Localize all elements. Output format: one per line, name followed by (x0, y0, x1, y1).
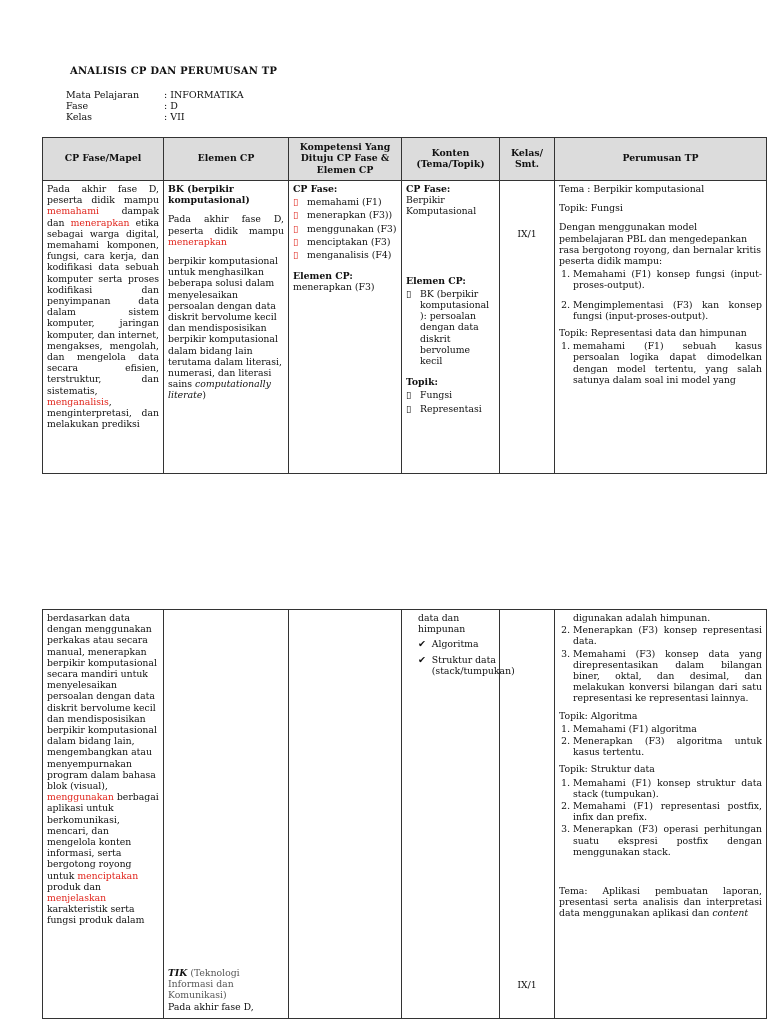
cp-text: produk dan (47, 881, 102, 893)
konten-topik-item: ▯ Representasi (406, 403, 482, 415)
tp-fungsi-list (559, 269, 762, 322)
list-item: 2. Menerapkan (F3) konsep representasi data. (573, 625, 762, 647)
perumusan-tp-cell (555, 181, 767, 474)
tp-rep-list (559, 341, 762, 386)
perumusan-tp-cell (555, 610, 767, 1019)
meta-value: : VII (164, 112, 185, 123)
konten-value: Berpikir Komputasional (406, 195, 477, 218)
kompetensi-label: CP Fase: (293, 184, 338, 195)
elemen-text: Pada akhir fase D, peserta didik mampu (168, 214, 284, 237)
header-elemen-cp: Elemen CP (164, 138, 289, 181)
square-bullet-icon: ▯ (406, 403, 412, 415)
cp-keyword: menganalisis (47, 396, 109, 408)
elemen-keyword: menerapkan (168, 236, 227, 248)
kompetensi-item: ▯ menerapkan (F3)) (293, 210, 393, 222)
list-item: 1. Memahami (F1) algoritma (573, 724, 762, 735)
konten-cell (402, 610, 515, 1019)
tp-topik: Topik: Fungsi (559, 203, 623, 215)
list-item: 3. Menerapkan (F3) operasi perhitungan suatu ekspresi postfix dengan menggunakan stack. (573, 824, 762, 858)
kelas-value: IX/1 (517, 980, 537, 991)
kompetensi-item: ▯ menggunakan (F3) (293, 223, 397, 235)
cp-text: berdasarkan data dengan menggunakan perkakas atau secara manual, menerapkan berpikir komputasional secara mandiri untuk menyelesaikan persoalan dengan data diskrit bervolume kecil dan mendisposisikan berpikir komputasional dalam bidang lain, mengembangkan atau menyempurnakan program dalam bahasa blok (visual), (47, 613, 157, 793)
konten-topik-item: ✔ Struktur data (stack/tumpukan) (418, 654, 515, 677)
meta-value: : INFORMATIKA (164, 90, 244, 101)
tp-topik: Topik: Struktur data (559, 764, 655, 776)
elemen-text: ) (202, 390, 207, 402)
square-bullet-icon: ▯ (293, 197, 299, 209)
kompetensi-item: ▯ menganalisis (F4) (293, 250, 392, 262)
konten-label: CP Fase: (406, 184, 451, 195)
cp-text: Pada akhir fase D, peserta didik mampu (47, 184, 159, 207)
kompetensi-cell (289, 181, 402, 474)
square-bullet-icon: ▯ (406, 288, 412, 300)
kompetensi-cell (289, 610, 402, 1019)
elemen-tik: TIK (168, 968, 188, 979)
meta-label: Fase (66, 101, 89, 112)
header-cp-fase: CP Fase/Mapel (43, 138, 164, 181)
square-bullet-icon: ▯ (293, 223, 299, 235)
square-bullet-icon: ▯ (293, 250, 299, 262)
header-kompetensi: Kompetensi Yang Dituju CP Fase & Elemen CP (289, 138, 402, 181)
konten-topik-item: ✔ Algoritma (418, 639, 479, 651)
meta-label: Mata Pelajaran (66, 90, 140, 101)
list-item: 1. Memahami (F1) konsep struktur data stack (tumpukan). (573, 778, 762, 800)
square-bullet-icon: ▯ (293, 236, 299, 248)
header-kelas: Kelas/ Smt. (500, 138, 555, 181)
kompetensi-elemen-label: Elemen CP: (293, 271, 353, 283)
elemen-text: Pada akhir fase D, (168, 1001, 254, 1013)
square-bullet-icon: ▯ (293, 210, 299, 222)
document-meta (66, 90, 244, 123)
list-item: 1. memahami (F1) sebuah kasus persoalan logika dapat dimodelkan dengan model tertentu, yang salah satunya dalam soal ini model yang (573, 341, 762, 386)
cp-text: etika sebagai warga digital, memahami komponen, fungsi, cara kerja, dan kodifikasi data sebuah komputer serta proses kodifikasi dan penyimpanan data dalam sistem komputer, jaringan komputer, dan internet, mengakses, mengolah, dan mengelola data secara efisien, terstruktur, dan sistematis, (47, 217, 159, 397)
analysis-table-page-1 (42, 137, 767, 474)
elemen-text: berpikir komputasional untuk menghasilkan beberapa solusi dalam menyelesaikan persoalan dengan data diskrit bervolume kecil dan mendisposisikan berpikir komputasional dalam bidang lain terutama dalam literasi, numerasi, dan literasi sains (168, 256, 282, 391)
cp-keyword: menjelaskan (47, 893, 107, 905)
cp-keyword: memahami (47, 206, 99, 218)
tp-topik: Topik: Algoritma (559, 710, 638, 722)
elemen-title: BK (berpikir komputasional) (168, 184, 250, 207)
konten-cell (402, 181, 500, 474)
cp-fase-cell (43, 610, 164, 1019)
square-bullet-icon: ▯ (406, 390, 412, 402)
page-title: ANALISIS CP DAN PERUMUSAN TP (70, 66, 278, 77)
list-item: 1. Memahami (F1) konsep fungsi (input-proses-output). (573, 269, 762, 291)
cp-fase-cell (43, 181, 164, 474)
kelas-cell: IX/1 (500, 181, 555, 474)
table-row (43, 610, 767, 1019)
header-konten: Konten (Tema/Topik) (402, 138, 500, 181)
tp-algo-list (559, 724, 762, 759)
elemen-italic: computationally literate (168, 379, 271, 402)
elemen-cp-cell (164, 181, 289, 474)
konten-text: data dan himpunan (418, 613, 466, 636)
kompetensi-elemen-value: menerapkan (F3) (293, 282, 375, 294)
kompetensi-item: ▯ menciptakan (F3) (293, 236, 391, 248)
elemen-cp-cell (164, 610, 289, 1019)
table-row (43, 181, 767, 474)
tp-topik: Topik: Representasi data dan himpunan (559, 328, 747, 340)
tp-intro: Dengan menggunakan model pembelajaran PBL dan mengedepankan rasa bergotong royong, dan bernalar kritis peserta didik mampu: (559, 222, 761, 268)
checkmark-icon: ✔ (418, 654, 426, 666)
tp-rep-list (559, 625, 762, 704)
elemen-tik-desc: (Teknologi Informasi dan Komunikasi) (168, 968, 240, 1002)
cp-keyword: menerapkan (70, 217, 130, 229)
list-item: 2. Mengimplementasi (F3) kan konsep fungsi (input-proses-output). (573, 300, 762, 322)
header-perumusan-tp: Perumusan TP (555, 138, 767, 181)
tp-text: digunakan adalah himpunan. (573, 613, 711, 624)
checkmark-icon: ✔ (418, 639, 426, 651)
konten-topik-item: ▯ Fungsi (406, 390, 453, 402)
konten-item: ▯ BK (berpikir komputasional ): persoalan dengan data diskrit bervolume kecil (406, 288, 490, 368)
table-header-row (43, 138, 767, 181)
konten-topik-label: Topik: (406, 377, 438, 389)
analysis-table-page-2 (42, 609, 767, 1019)
cp-keyword: menggunakan (47, 792, 114, 804)
cp-text: dampak dan (47, 206, 159, 229)
konten-elemen-label: Elemen CP: (406, 275, 466, 287)
tp-struktur-list (559, 778, 762, 858)
kelas-cell (500, 610, 555, 1019)
list-item: 2. Menerapkan (F3) algoritma untuk kasus tertentu. (573, 736, 762, 758)
tp-tema: Tema: Aplikasi pembuatan laporan, presentasi serta analisis dan interpretasi data menggunakan aplikasi dan content (559, 886, 762, 920)
meta-label: Kelas (66, 112, 93, 123)
cp-text: karakteristik serta fungsi produk dalam (47, 904, 145, 927)
kompetensi-item: ▯ memahami (F1) (293, 197, 382, 209)
tp-tema: Tema : Berpikir komputasional (559, 184, 705, 195)
list-item: 3. Memahami (F3) konsep data yang direpresentasikan dalam bilangan biner, oktal, dan desimal, dan melakukan konversi bilangan dari satu representasi ke representasi lainnya. (573, 649, 762, 705)
cp-text: , menginterpretasi, dan melakukan prediksi (47, 396, 159, 431)
list-item: 2. Memahami (F1) representasi postfix, infix dan prefix. (573, 801, 762, 823)
cp-text: berbagai aplikasi untuk berkomunikasi, mencari, dan mengelola konten informasi, serta bergotong royong untuk (47, 792, 159, 882)
cp-keyword: menciptakan (77, 870, 139, 882)
meta-value: : D (164, 101, 178, 112)
